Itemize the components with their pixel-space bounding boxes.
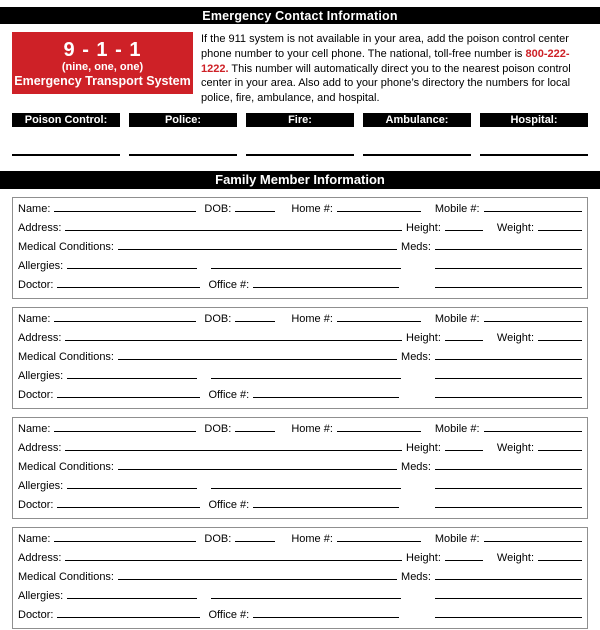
allergies-extra-line <box>211 477 401 489</box>
meds-extra-line-1 <box>435 587 582 599</box>
info-section <box>12 32 588 106</box>
family-member-header-title: Family Member Information <box>215 172 385 188</box>
office-number-label: Office #: <box>208 498 250 511</box>
emergency-contacts-row <box>12 113 588 127</box>
medical-conditions-row <box>18 238 582 257</box>
nine-one-one-number: 9 - 1 - 1 <box>63 39 142 61</box>
allergies-extra-line <box>211 257 401 269</box>
poison-control-phone-number: 800-222-1222. <box>201 47 570 75</box>
allergies-label: Allergies: <box>18 479 64 492</box>
mobile-number-label: Mobile #: <box>434 312 480 325</box>
address-row <box>18 329 582 348</box>
height-line <box>445 219 483 231</box>
doctor-label: Doctor: <box>18 388 54 401</box>
address-line <box>65 439 402 451</box>
doctor-row <box>18 496 582 515</box>
medical-conditions-line <box>118 568 397 580</box>
doctor-label: Doctor: <box>18 608 54 621</box>
emergency-contact-header-title: Emergency Contact Information <box>202 8 398 23</box>
meds-line <box>435 568 582 580</box>
allergies-label: Allergies: <box>18 259 64 272</box>
dob-label: DOB: <box>204 532 232 545</box>
address-label: Address: <box>18 551 62 564</box>
meds-extra-line-1 <box>435 367 582 379</box>
medical-conditions-row <box>18 458 582 477</box>
allergies-row <box>18 367 582 386</box>
medical-conditions-label: Medical Conditions: <box>18 460 114 473</box>
dob-line <box>235 310 275 322</box>
height-label: Height: <box>406 331 441 344</box>
mobile-number-label: Mobile #: <box>434 422 480 435</box>
meds-label: Meds: <box>401 570 431 583</box>
height-label: Height: <box>406 551 441 564</box>
medical-conditions-row <box>18 348 582 367</box>
allergies-row <box>18 477 582 496</box>
mobile-number-line <box>484 530 582 542</box>
dob-line <box>235 200 275 212</box>
home-number-line <box>337 200 421 212</box>
home-number-label: Home #: <box>291 422 333 435</box>
address-line <box>65 219 402 231</box>
name-label: Name: <box>18 202 51 215</box>
home-number-label: Home #: <box>291 202 333 215</box>
dob-line <box>235 420 275 432</box>
instructions-after: This number will automatically direct you to the nearest poison control center in your area. Also add to your phone’s directory the numbers for local police, fire, ambulance, and hospital. <box>201 62 571 105</box>
weight-line <box>538 329 582 341</box>
name-label: Name: <box>18 422 51 435</box>
height-line <box>445 329 483 341</box>
nine-one-one-words: (nine, one, one) <box>61 61 144 73</box>
emergency-contacts-blank-lines <box>12 154 588 156</box>
medical-conditions-line <box>118 458 397 470</box>
family-member-block <box>12 417 588 519</box>
doctor-row <box>18 276 582 295</box>
nine-one-one-box <box>12 32 193 94</box>
allergies-line <box>67 587 197 599</box>
meds-label: Meds: <box>401 240 431 253</box>
medical-conditions-label: Medical Conditions: <box>18 350 114 363</box>
weight-line <box>538 549 582 561</box>
allergies-row <box>18 587 582 606</box>
meds-extra-line-1 <box>435 477 582 489</box>
dob-label: DOB: <box>204 312 232 325</box>
weight-line <box>538 439 582 451</box>
doctor-label: Doctor: <box>18 278 54 291</box>
address-row <box>18 219 582 238</box>
meds-label: Meds: <box>401 460 431 473</box>
dob-label: DOB: <box>204 202 232 215</box>
meds-extra-line-1 <box>435 257 582 269</box>
allergies-line <box>67 367 197 379</box>
instructions-text <box>201 32 588 106</box>
medical-conditions-label: Medical Conditions: <box>18 570 114 583</box>
meds-line <box>435 348 582 360</box>
medical-conditions-line <box>118 238 397 250</box>
meds-line <box>435 238 582 250</box>
dob-line <box>235 530 275 542</box>
name-line <box>54 310 196 322</box>
family-member-block <box>12 527 588 629</box>
medical-conditions-row <box>18 568 582 587</box>
allergies-row <box>18 257 582 276</box>
address-line <box>65 549 402 561</box>
meds-extra-line-2 <box>435 386 582 398</box>
office-number-label: Office #: <box>208 388 250 401</box>
allergies-line <box>67 257 197 269</box>
office-number-line <box>253 606 399 618</box>
contact-blank-line <box>480 154 588 156</box>
nine-one-one-caption: Emergency Transport System <box>14 74 191 88</box>
meds-line <box>435 458 582 470</box>
office-number-label: Office #: <box>208 278 250 291</box>
name-line <box>54 200 196 212</box>
contact-blank-line <box>129 154 237 156</box>
height-label: Height: <box>406 441 441 454</box>
family-member-block <box>12 307 588 409</box>
address-row <box>18 549 582 568</box>
contact-blank-line <box>363 154 471 156</box>
doctor-line <box>57 496 200 508</box>
contact-blank-line <box>246 154 354 156</box>
contact-label-bar: Hospital: <box>480 113 588 127</box>
weight-label: Weight: <box>496 221 534 234</box>
height-line <box>445 439 483 451</box>
weight-label: Weight: <box>496 551 534 564</box>
family-member-block <box>12 197 588 299</box>
contact-label-bar: Police: <box>129 113 237 127</box>
contact-label-bar: Fire: <box>246 113 354 127</box>
contact-blank-line <box>12 154 120 156</box>
doctor-row <box>18 606 582 625</box>
office-number-line <box>253 276 399 288</box>
allergies-extra-line <box>211 587 401 599</box>
meds-extra-line-2 <box>435 496 582 508</box>
name-row <box>18 310 582 329</box>
doctor-label: Doctor: <box>18 498 54 511</box>
address-line <box>65 329 402 341</box>
meds-extra-line-2 <box>435 276 582 288</box>
weight-line <box>538 219 582 231</box>
office-number-label: Office #: <box>208 608 250 621</box>
height-line <box>445 549 483 561</box>
allergies-extra-line <box>211 367 401 379</box>
medical-conditions-label: Medical Conditions: <box>18 240 114 253</box>
family-member-header-bar <box>0 171 600 189</box>
height-label: Height: <box>406 221 441 234</box>
office-number-line <box>253 496 399 508</box>
mobile-number-label: Mobile #: <box>434 532 480 545</box>
weight-label: Weight: <box>496 441 534 454</box>
medical-conditions-line <box>118 348 397 360</box>
home-number-line <box>337 420 421 432</box>
contact-label-bar: Ambulance: <box>363 113 471 127</box>
mobile-number-label: Mobile #: <box>434 202 480 215</box>
address-label: Address: <box>18 221 62 234</box>
allergies-label: Allergies: <box>18 369 64 382</box>
doctor-row <box>18 386 582 405</box>
name-row <box>18 420 582 439</box>
home-number-label: Home #: <box>291 312 333 325</box>
mobile-number-line <box>484 310 582 322</box>
allergies-line <box>67 477 197 489</box>
doctor-line <box>57 276 200 288</box>
name-label: Name: <box>18 312 51 325</box>
name-row <box>18 530 582 549</box>
name-row <box>18 200 582 219</box>
address-label: Address: <box>18 331 62 344</box>
address-row <box>18 439 582 458</box>
name-line <box>54 420 196 432</box>
mobile-number-line <box>484 200 582 212</box>
address-label: Address: <box>18 441 62 454</box>
home-number-line <box>337 530 421 542</box>
weight-label: Weight: <box>496 331 534 344</box>
doctor-line <box>57 386 200 398</box>
name-line <box>54 530 196 542</box>
home-number-label: Home #: <box>291 532 333 545</box>
meds-label: Meds: <box>401 350 431 363</box>
home-number-line <box>337 310 421 322</box>
dob-label: DOB: <box>204 422 232 435</box>
emergency-contact-header-bar <box>0 7 600 24</box>
doctor-line <box>57 606 200 618</box>
instructions-before: If the 911 system is not available in your area, add the poison control center phone number to your cell phone. The national, toll-free number is <box>201 33 569 60</box>
office-number-line <box>253 386 399 398</box>
allergies-label: Allergies: <box>18 589 64 602</box>
mobile-number-line <box>484 420 582 432</box>
contact-label-bar: Poison Control: <box>12 113 120 127</box>
name-label: Name: <box>18 532 51 545</box>
meds-extra-line-2 <box>435 606 582 618</box>
